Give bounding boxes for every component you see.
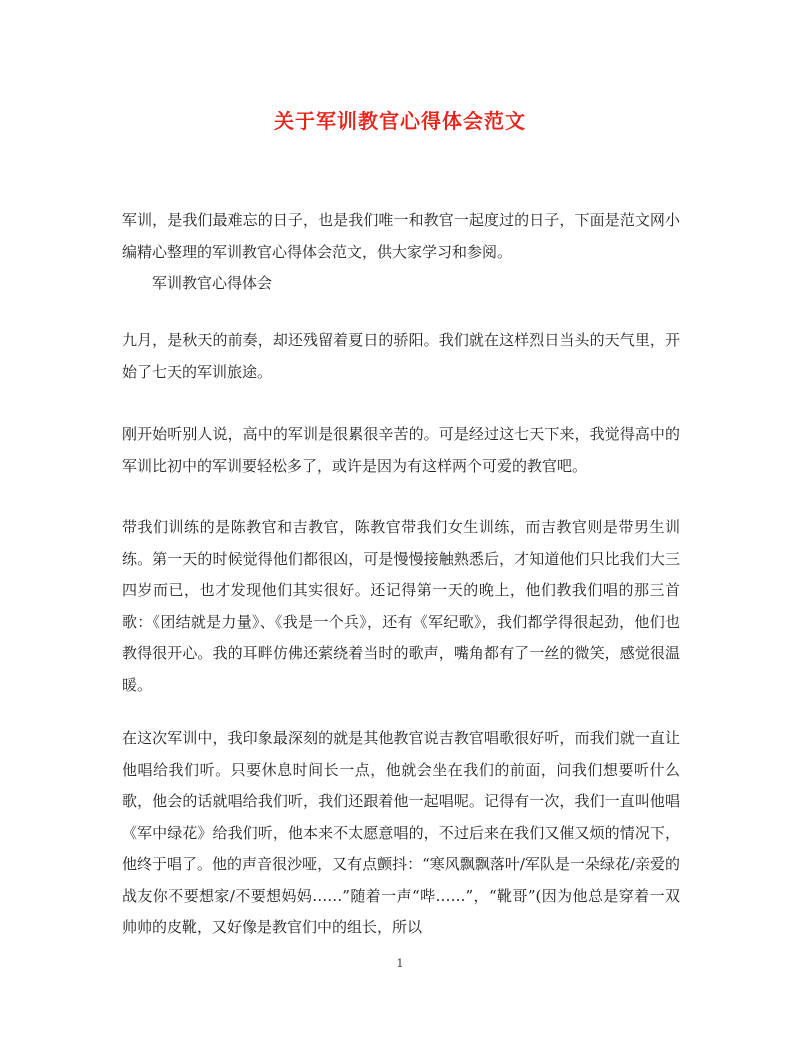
paragraph-september: 九月，是秋天的前奏，却还残留着夏日的骄阳。我们就在这样烈日当头的天气里，开始了七天的军训旅途。 (122, 331, 680, 381)
paragraph-instructors: 带我们训练的是陈教官和吉教官，陈教官带我们女生训练，而吉教官则是带男生训练。第一天的时候觉得他们都很凶，可是慢慢接触熟悉后，才知道他们只比我们大三四岁而已，也才发现他们其实很好。还记得第一天的晚上，他们教我们唱的那三首歌：《团结就是力量》、《我是一个兵》，还有《军纪歌》，我们都学得很起劲，他们也教得很开心。我的耳畔仿佛还萦绕着当时的歌声，嘴角都有了一丝的微笑，感觉很温暖。 (122, 518, 680, 694)
section-heading: 军训教官心得体会 (152, 274, 273, 292)
paragraph-first-impression: 刚开始听别人说，高中的军训是很累很辛苦的。可是经过这七天下来，我觉得高中的军训比初中的军训要轻松多了，或许是因为有这样两个可爱的教官吧。 (122, 425, 680, 475)
intro-paragraph: 军训，是我们最难忘的日子，也是我们唯一和教官一起度过的日子，下面是范文网小编精心整理的军训教官心得体会范文，供大家学习和参阅。 (122, 211, 680, 261)
page-number: 1 (396, 957, 404, 970)
paragraph-singing: 在这次军训中，我印象最深刻的就是其他教官说吉教官唱歌很好听，而我们就一直让他唱给我们听。只要休息时间长一点，他就会坐在我们的前面，问我们想要听什么歌，他会的话就唱给我们听，我们还跟着他一起唱呢。记得有一次，我们一直叫他唱《军中绿花》给我们听，他本来不太愿意唱的，不过后来在我们又催又烦的情况下，他终于唱了。他的声音很沙哑，又有点颤抖：“寒风飘飘落叶/军队是一朵绿花/亲爱的战友你不要想家/不要想妈妈……”随着一声“哔……”，“靴哥”(因为他总是穿着一双帅帅的皮靴，又好像是教官们中的组长，所以 (122, 729, 680, 936)
document-title: 关于军训教官心得体会范文 (274, 109, 526, 133)
